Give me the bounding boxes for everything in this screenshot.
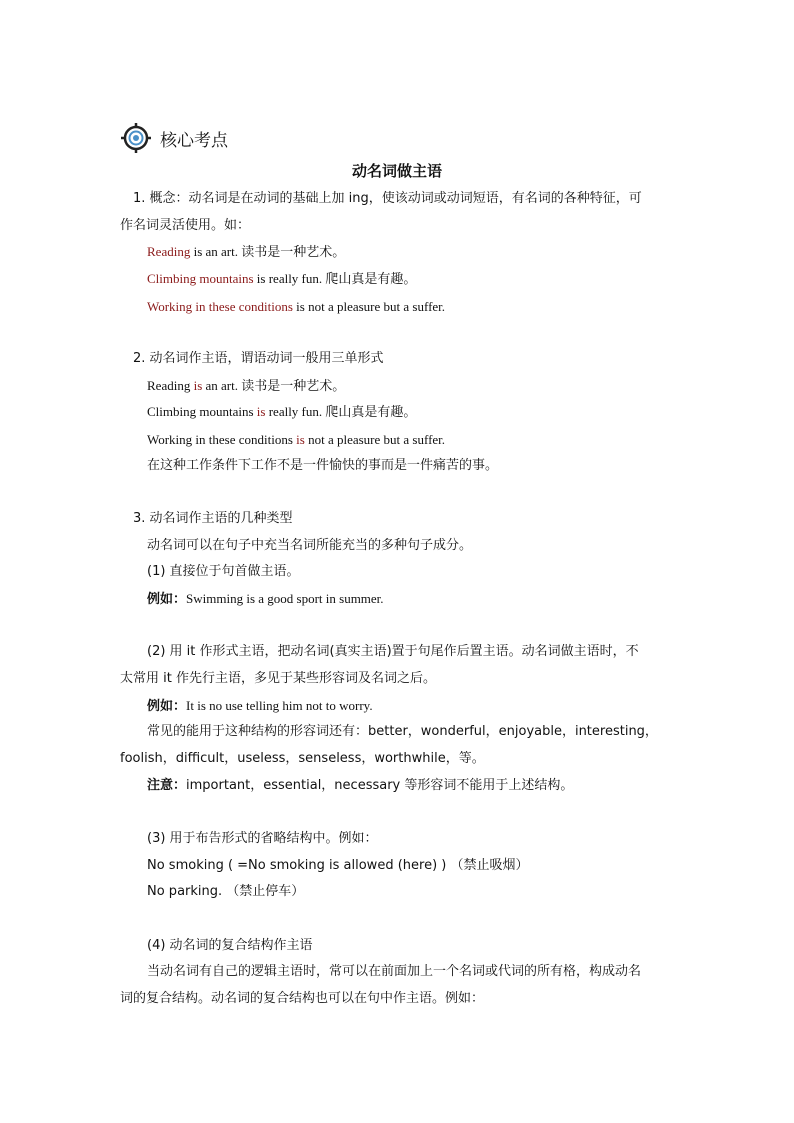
s1-example-2 <box>147 270 416 289</box>
s2-example-1 <box>147 377 345 396</box>
example-part: an art. 读书是一种艺术。 <box>202 378 346 393</box>
s3-point-2-example <box>147 697 373 716</box>
s3-point-4-line2: 词的复合结构。动名词的复合结构也可以在句中作主语。例如： <box>120 991 485 1006</box>
s2-heading: 2. 动名词作主语，谓语动词一般用三单形式 <box>133 351 384 366</box>
s3-point-3: (3) 用于布告形式的省略结构中。例如： <box>147 831 378 846</box>
s1-example-1 <box>147 243 345 262</box>
s3-point-4: (4) 动名词的复合结构作主语 <box>147 938 313 953</box>
example-part: Climbing mountains <box>147 404 257 419</box>
example-rest: is really fun. 爬山真是有趣。 <box>253 271 417 286</box>
target-icon <box>120 122 152 154</box>
s3-adjectives-line1: 常见的能用于这种结构的形容词还有：better，wonderful，enjoyable，interesting， <box>147 724 658 739</box>
s3-heading: 3. 动名词作主语的几种类型 <box>133 511 293 526</box>
s3-point-1-example <box>147 590 384 609</box>
s3-point-1: (1) 直接位于句首做主语。 <box>147 564 300 579</box>
example-rest: is not a pleasure but a suffer. <box>292 299 446 314</box>
note-label: 注意： <box>147 778 187 793</box>
example-label: 例如： <box>147 699 187 714</box>
example-text: Swimming is a good sport in summer. <box>186 591 384 606</box>
header-title: 核心考点 <box>160 130 228 151</box>
example-part: really fun. 爬山真是有趣。 <box>265 404 417 419</box>
s3-point-2-line2: 太常用 it 作先行主语，多见于某些形容词及名词之后。 <box>120 671 436 686</box>
example-rest: is an art. 读书是一种艺术。 <box>190 244 346 259</box>
s2-example-2 <box>147 403 416 422</box>
s3-point-2-line1: (2) 用 it 作形式主语，把动名词(真实主语)置于句尾作后置主语。动名词做主语时，不 <box>147 644 639 659</box>
verb-highlight: is <box>256 404 266 419</box>
gerund-subject: Working in these conditions <box>147 299 293 314</box>
example-label: 例如： <box>147 592 187 607</box>
s3-point-3-example-2: No parking. （禁止停车） <box>147 884 305 899</box>
example-part: Reading <box>147 378 194 393</box>
s3-note <box>147 777 573 795</box>
gerund-subject: Climbing mountains <box>147 271 254 286</box>
s2-translation: 在这种工作条件下工作不是一件愉快的事而是一件痛苦的事。 <box>147 458 499 473</box>
s1-definition-line1: 1. 概念：动名词是在动词的基础上加 ing，使该动词或动词短语，有名词的各种特征，可 <box>133 191 642 206</box>
verb-highlight: is <box>296 432 305 447</box>
section-header <box>120 122 228 154</box>
s2-example-3 <box>147 431 445 450</box>
s3-point-4-line1: 当动名词有自己的逻辑主语时，常可以在前面加上一个名词或代词的所有格，构成动名 <box>147 964 642 979</box>
s1-example-3 <box>147 298 445 317</box>
s3-intro: 动名词可以在句子中充当名词所能充当的多种句子成分。 <box>147 538 473 553</box>
s3-point-3-example-1: No smoking ( =No smoking is allowed (here) ) （禁止吸烟） <box>147 858 529 873</box>
note-text: important，essential，necessary 等形容词不能用于上述结构。 <box>186 778 574 793</box>
verb-highlight: is <box>193 378 203 393</box>
example-part: not a pleasure but a suffer. <box>304 432 446 447</box>
document-title: 动名词做主语 <box>351 162 442 180</box>
gerund-subject: Reading <box>147 244 191 259</box>
example-text: It is no use telling him not to worry. <box>186 698 373 713</box>
example-part: Working in these conditions <box>147 432 297 447</box>
s3-adjectives-line2: foolish，difficult，useless，senseless，worthwhile，等。 <box>120 751 485 766</box>
s1-definition-line2: 作名词灵活使用。如： <box>120 218 251 233</box>
